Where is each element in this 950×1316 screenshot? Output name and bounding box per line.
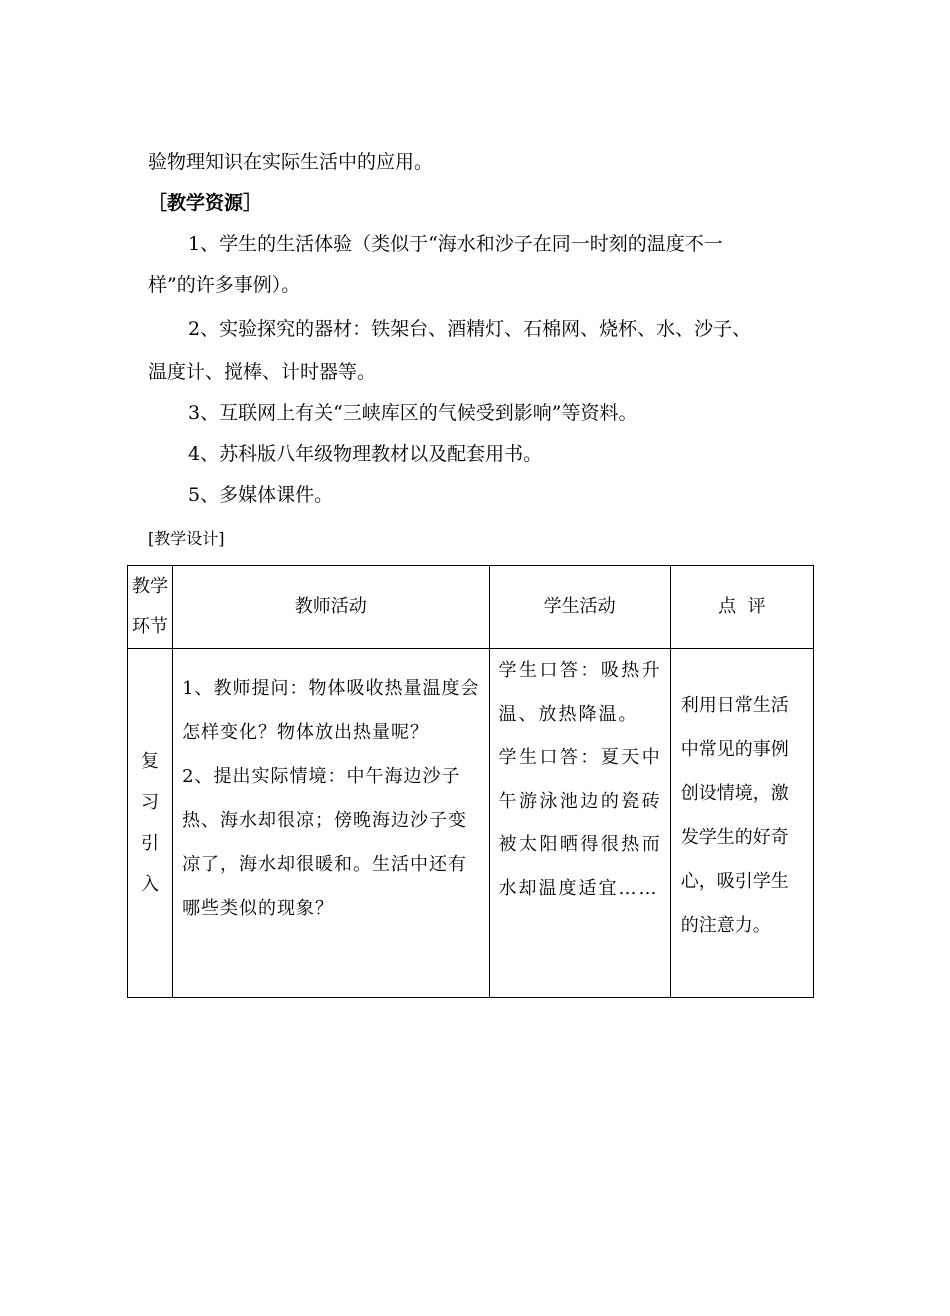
resources-heading: ［教学资源］ [148, 192, 263, 214]
teacher-activity-cell [173, 649, 489, 998]
resource-item-3: 3、互联网上有关“三峡库区的气候受到影响”等资料。 [188, 402, 638, 424]
header-stage-label: 教学环节 [132, 576, 169, 637]
resource-item-1-line-2: 样”的许多事例）。 [148, 274, 301, 296]
comment-cell [670, 649, 813, 998]
student-activity-2: 学生口答：夏天中午游泳池边的瓷砖被太阳晒得很热而水却温度适宜…… [498, 747, 662, 899]
resource-item-2-line-1: 2、实验探究的器材：铁架台、酒精灯、石棉网、烧杯、水、沙子、 [188, 318, 752, 340]
design-heading: [教学设计] [148, 529, 225, 548]
header-teacher: 教师活动 [173, 566, 489, 649]
resource-item-5: 5、多媒体课件。 [188, 484, 334, 506]
student-activity-cell [489, 649, 670, 998]
resource-item-4: 4、苏科版八年级物理教材以及配套用书。 [188, 443, 543, 465]
lesson-design-table [127, 565, 814, 998]
table-header-row [128, 566, 814, 649]
table-row [128, 649, 814, 998]
resource-item-2-line-2: 温度计、搅棒、计时器等。 [148, 361, 377, 383]
header-stage [128, 566, 173, 649]
resource-item-1-line-1: 1、学生的生活体验（类似于“海水和沙子在同一时刻的温度不一 [188, 233, 723, 255]
teacher-activity-1: 1、教师提问：物体吸收热量温度会怎样变化？物体放出热量呢？ [182, 678, 480, 743]
comment-text: 利用日常生活中常见的事例创设情境，激发学生的好奇心，吸引学生的注意力。 [680, 695, 789, 936]
header-comment: 点 评 [670, 566, 813, 649]
stage-label: 复习引入 [141, 751, 160, 895]
student-activity-1: 学生口答：吸热升温、放热降温。 [498, 660, 662, 725]
header-student: 学生活动 [489, 566, 670, 649]
intro-tail-text: 验物理知识在实际生活中的应用。 [148, 151, 434, 173]
stage-cell [128, 649, 173, 998]
teacher-activity-2: 2、提出实际情境：中午海边沙子热、海水却很凉；傍晚海边沙子变凉了，海水却很暖和。生活中还有哪些类似的现象？ [182, 766, 468, 919]
